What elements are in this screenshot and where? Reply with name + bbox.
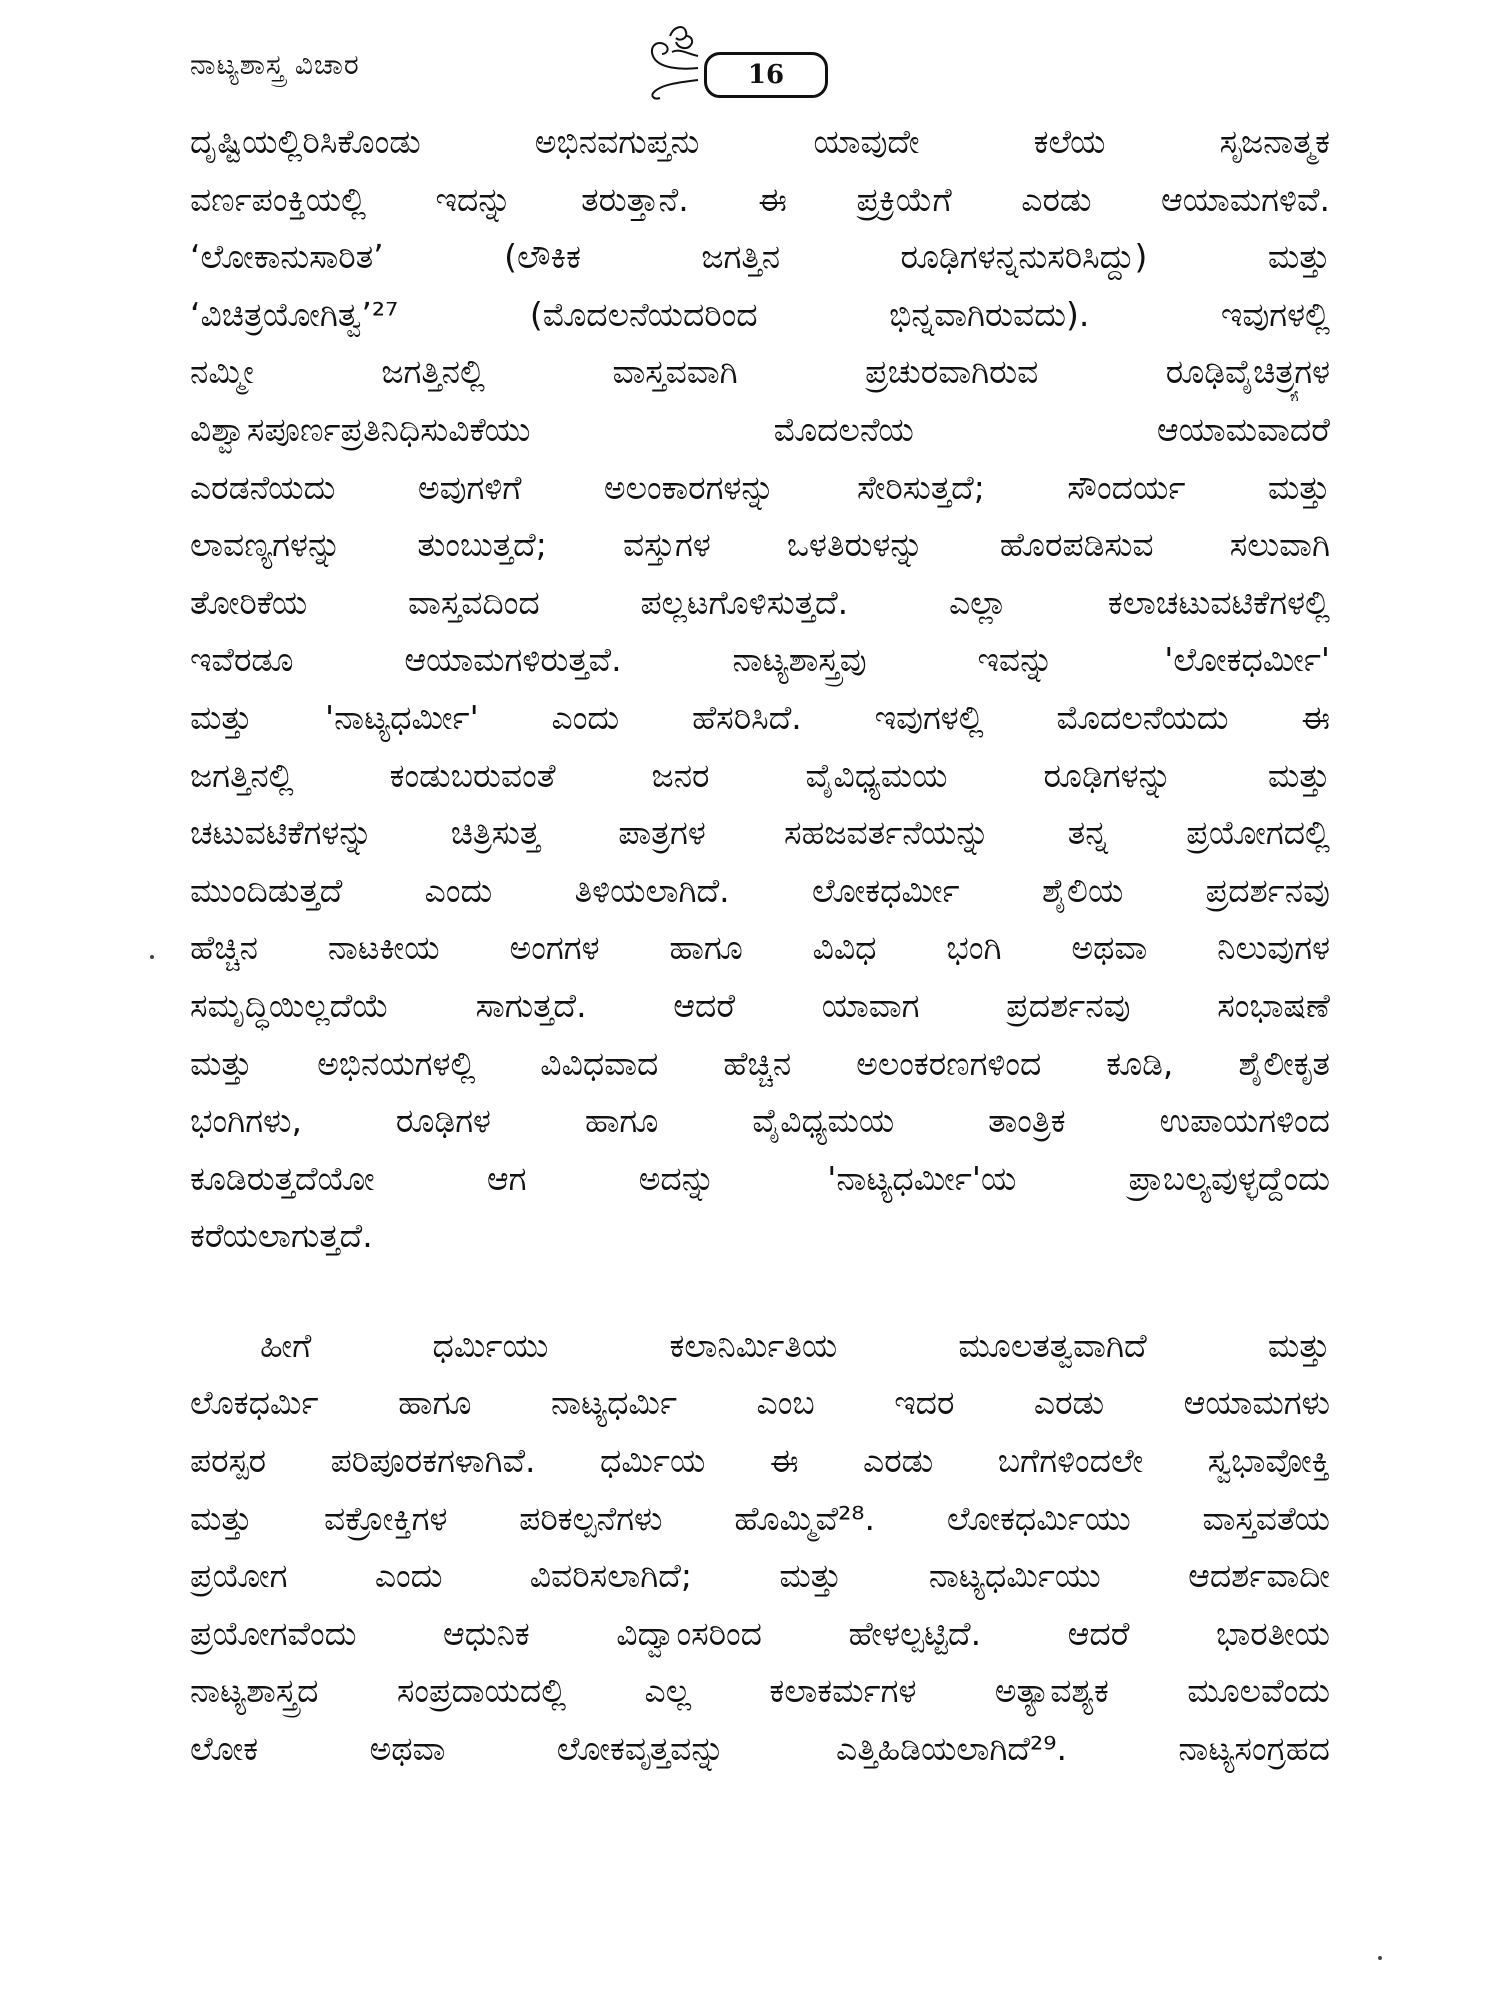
text-line: ಮತ್ತು 'ನಾಟ್ಯಧರ್ಮೀ' ಎಂದು ಹೆಸರಿಸಿದೆ. ಇವುಗಳಲ್ಲಿ ಮೊದಲನೆಯದು ಈ <box>190 697 1330 737</box>
page-number: 16 <box>747 60 785 90</box>
text-line: ಎರಡನೆಯದು ಅವುಗಳಿಗೆ ಅಲಂಕಾರಗಳನ್ನು ಸೇರಿಸುತ್ತದೆ; ಸೌಂದರ್ಯ ಮತ್ತು <box>190 467 1330 507</box>
text-line: ದೃಷ್ಟಿಯಲ್ಲಿರಿಸಿಕೊಂಡು ಅಭಿನವಗುಪ್ತನು ಯಾವುದೇ ಕಲೆಯ ಸೃಜನಾತ್ಮಕ <box>190 122 1330 161</box>
text-line: ಇವೆರಡೂ ಆಯಾಮಗಳಿರುತ್ತವೆ. ನಾಟ್ಯಶಾಸ್ತ್ರವು ಇವನ್ನು 'ಲೋಕಧರ್ಮೀ' <box>190 640 1330 680</box>
text-line: ‘ಲೋಕಾನುಸಾರಿತ’ (ಲೌಕಿಕ ಜಗತ್ತಿನ ರೂಢಿಗಳನ್ನನುಸರಿಸಿದ್ದು) ಮತ್ತು <box>190 237 1330 277</box>
text-line: ಜಗತ್ತಿನಲ್ಲಿ ಕಂಡುಬರುವಂತೆ ಜನರ ವೈವಿಧ್ಯಮಯ ರೂಢಿಗಳನ್ನು ಮತ್ತು <box>190 755 1330 795</box>
text-line: ಕರೆಯಲಾಗುತ್ತದೆ. <box>190 1216 373 1256</box>
text-line: ಪ್ರಯೋಗವೆಂದು ಆಧುನಿಕ ವಿದ್ವಾಂಸರಿಂದ ಹೇಳಲ್ಪಟ್ಟಿದೆ. ಆದರೆ ಭಾರತೀಯ <box>190 1613 1330 1653</box>
text-line: ಲೋಕ ಅಥವಾ ಲೋಕವೃತ್ತವನ್ನು ಎತ್ತಿಹಿಡಿಯಲಾಗಿದೆ²⁹. ನಾಟ್ಯಸಂಗ್ರಹದ <box>190 1729 1330 1769</box>
text-line: ಸಮೃದ್ಧಿಯಿಲ್ಲದೆಯೆ ಸಾಗುತ್ತದೆ. ಆದರೆ ಯಾವಾಗ ಪ್ರದರ್ಶನವು ಸಂಭಾಷಣೆ <box>190 985 1330 1025</box>
text-line: ಭಂಗಿಗಳು, ರೂಢಿಗಳ ಹಾಗೂ ವೈವಿಧ್ಯಮಯ ತಾಂತ್ರಿಕ ಉಪಾಯಗಳಿಂದ <box>190 1101 1330 1141</box>
running-head: ನಾಟ್ಯಶಾಸ್ತ್ರ ವಿಚಾರ <box>190 48 360 81</box>
text-line: ಪ್ರಯೋಗ ಎಂದು ವಿವರಿಸಲಾಗಿದೆ; ಮತ್ತು ನಾಟ್ಯಧರ್ಮಿಯು ಆದರ್ಶವಾದೀ <box>190 1556 1330 1596</box>
text-line: ವಿಶ್ವಾಸಪೂರ್ಣಪ್ರತಿನಿಧಿಸುವಿಕೆಯು ಮೊದಲನೆಯ ಆಯಾಮವಾದರೆ <box>190 409 1330 449</box>
text-line: ವರ್ಣಪಂಕ್ತಿಯಲ್ಲಿ ಇದನ್ನು ತರುತ್ತಾನೆ. ಈ ಪ್ರಕ್ರಿಯೆಗೆ ಎರಡು ಆಯಾಮಗಳಿವೆ. <box>190 179 1330 219</box>
text-line: ಪರಸ್ಪರ ಪರಿಪೂರಕಗಳಾಗಿವೆ. ಧರ್ಮಿಯ ಈ ಎರಡು ಬಗೆಗಳಿಂದಲೇ ಸ್ವಭಾವೋಕ್ತಿ <box>190 1441 1330 1481</box>
text-line: ಲೊಕಧರ್ಮಿ ಹಾಗೂ ನಾಟ್ಯಧರ್ಮಿ ಎಂಬ ಇದರ ಎರಡು ಆಯಾಮಗಳು <box>190 1383 1330 1423</box>
page-number-box <box>704 52 828 98</box>
text-line: ಕೂಡಿರುತ್ತದೆಯೋ ಆಗ ಅದನ್ನು 'ನಾಟ್ಯಧರ್ಮೀ'ಯ ಪ್ರಾಬಲ್ಯವುಳ್ಳದ್ದೆಂದು <box>190 1158 1330 1198</box>
stray-mark <box>150 955 154 959</box>
text-line: ಲಾವಣ್ಯಗಳನ್ನು ತುಂಬುತ್ತದೆ; ವಸ್ತುಗಳ ಒಳತಿರುಳನ್ನು ಹೊರಪಡಿಸುವ ಸಲುವಾಗಿ <box>190 525 1330 565</box>
text-line: ತೋರಿಕೆಯ ವಾಸ್ತವದಿಂದ ಪಲ್ಲಟಗೊಳಿಸುತ್ತದೆ. ಎಲ್ಲಾ ಕಲಾಚಟುವಟಿಕೆಗಳಲ್ಲಿ <box>190 582 1330 622</box>
ornament-flourish-icon <box>640 18 710 102</box>
text-line: ನಾಟ್ಯಶಾಸ್ತ್ರದ ಸಂಪ್ರದಾಯದಲ್ಲಿ ಎಲ್ಲ ಕಲಾಕರ್ಮಗಳ ಅತ್ಯಾವಶ್ಯಕ ಮೂಲವೆಂದು <box>190 1671 1330 1711</box>
text-line: ಹೆಚ್ಚಿನ ನಾಟಕೀಯ ಅಂಗಗಳ ಹಾಗೂ ವಿವಿಧ ಭಂಗಿ ಅಥವಾ ನಿಲುವುಗಳ <box>190 928 1330 968</box>
text-line: ಹೀಗೆ ಧರ್ಮಿಯು ಕಲಾನಿರ್ಮಿತಿಯ ಮೂಲತತ್ವವಾಗಿದೆ ಮತ್ತು <box>260 1325 1330 1365</box>
text-line: ನಮ್ಮೀ ಜಗತ್ತಿನಲ್ಲಿ ವಾಸ್ತವವಾಗಿ ಪ್ರಚುರವಾಗಿರುವ ರೂಢಿವೈಚಿತ್ರ್ಯಗಳ <box>190 352 1330 392</box>
body-text <box>190 113 1330 1778</box>
text-line: ಮುಂದಿಡುತ್ತದೆ ಎಂದು ತಿಳಿಯಲಾಗಿದೆ. ಲೋಕಧರ್ಮೀ ಶೈಲಿಯ ಪ್ರದರ್ಶನವು <box>190 870 1330 910</box>
text-line: ‘ವಿಚಿತ್ರಯೋಗಿತ್ವ’²⁷ (ಮೊದಲನೆಯದರಿಂದ ಭಿನ್ನವಾಗಿರುವದು). ಇವುಗಳಲ್ಲಿ <box>190 294 1330 334</box>
text-line: ಮತ್ತು ವಕ್ರೋಕ್ತಿಗಳ ಪರಿಕಲ್ಪನೆಗಳು ಹೊಮ್ಮಿವೆ²⁸. ಲೋಕಧರ್ಮಿಯು ವಾಸ್ತವತೆಯ <box>190 1498 1330 1538</box>
paragraph-gap <box>190 1265 1330 1317</box>
text-line: ಮತ್ತು ಅಭಿನಯಗಳಲ್ಲಿ ವಿವಿಧವಾದ ಹೆಚ್ಚಿನ ಅಲಂಕರಣಗಳಿಂದ ಕೂಡಿ, ಶೈಲೀಕೃತ <box>190 1043 1330 1083</box>
stray-mark <box>1378 1956 1382 1960</box>
text-line: ಚಟುವಟಿಕೆಗಳನ್ನು ಚಿತ್ರಿಸುತ್ತ ಪಾತ್ರಗಳ ಸಹಜವರ್ತನೆಯನ್ನು ತನ್ನ ಪ್ರಯೋಗದಲ್ಲಿ <box>190 813 1330 853</box>
